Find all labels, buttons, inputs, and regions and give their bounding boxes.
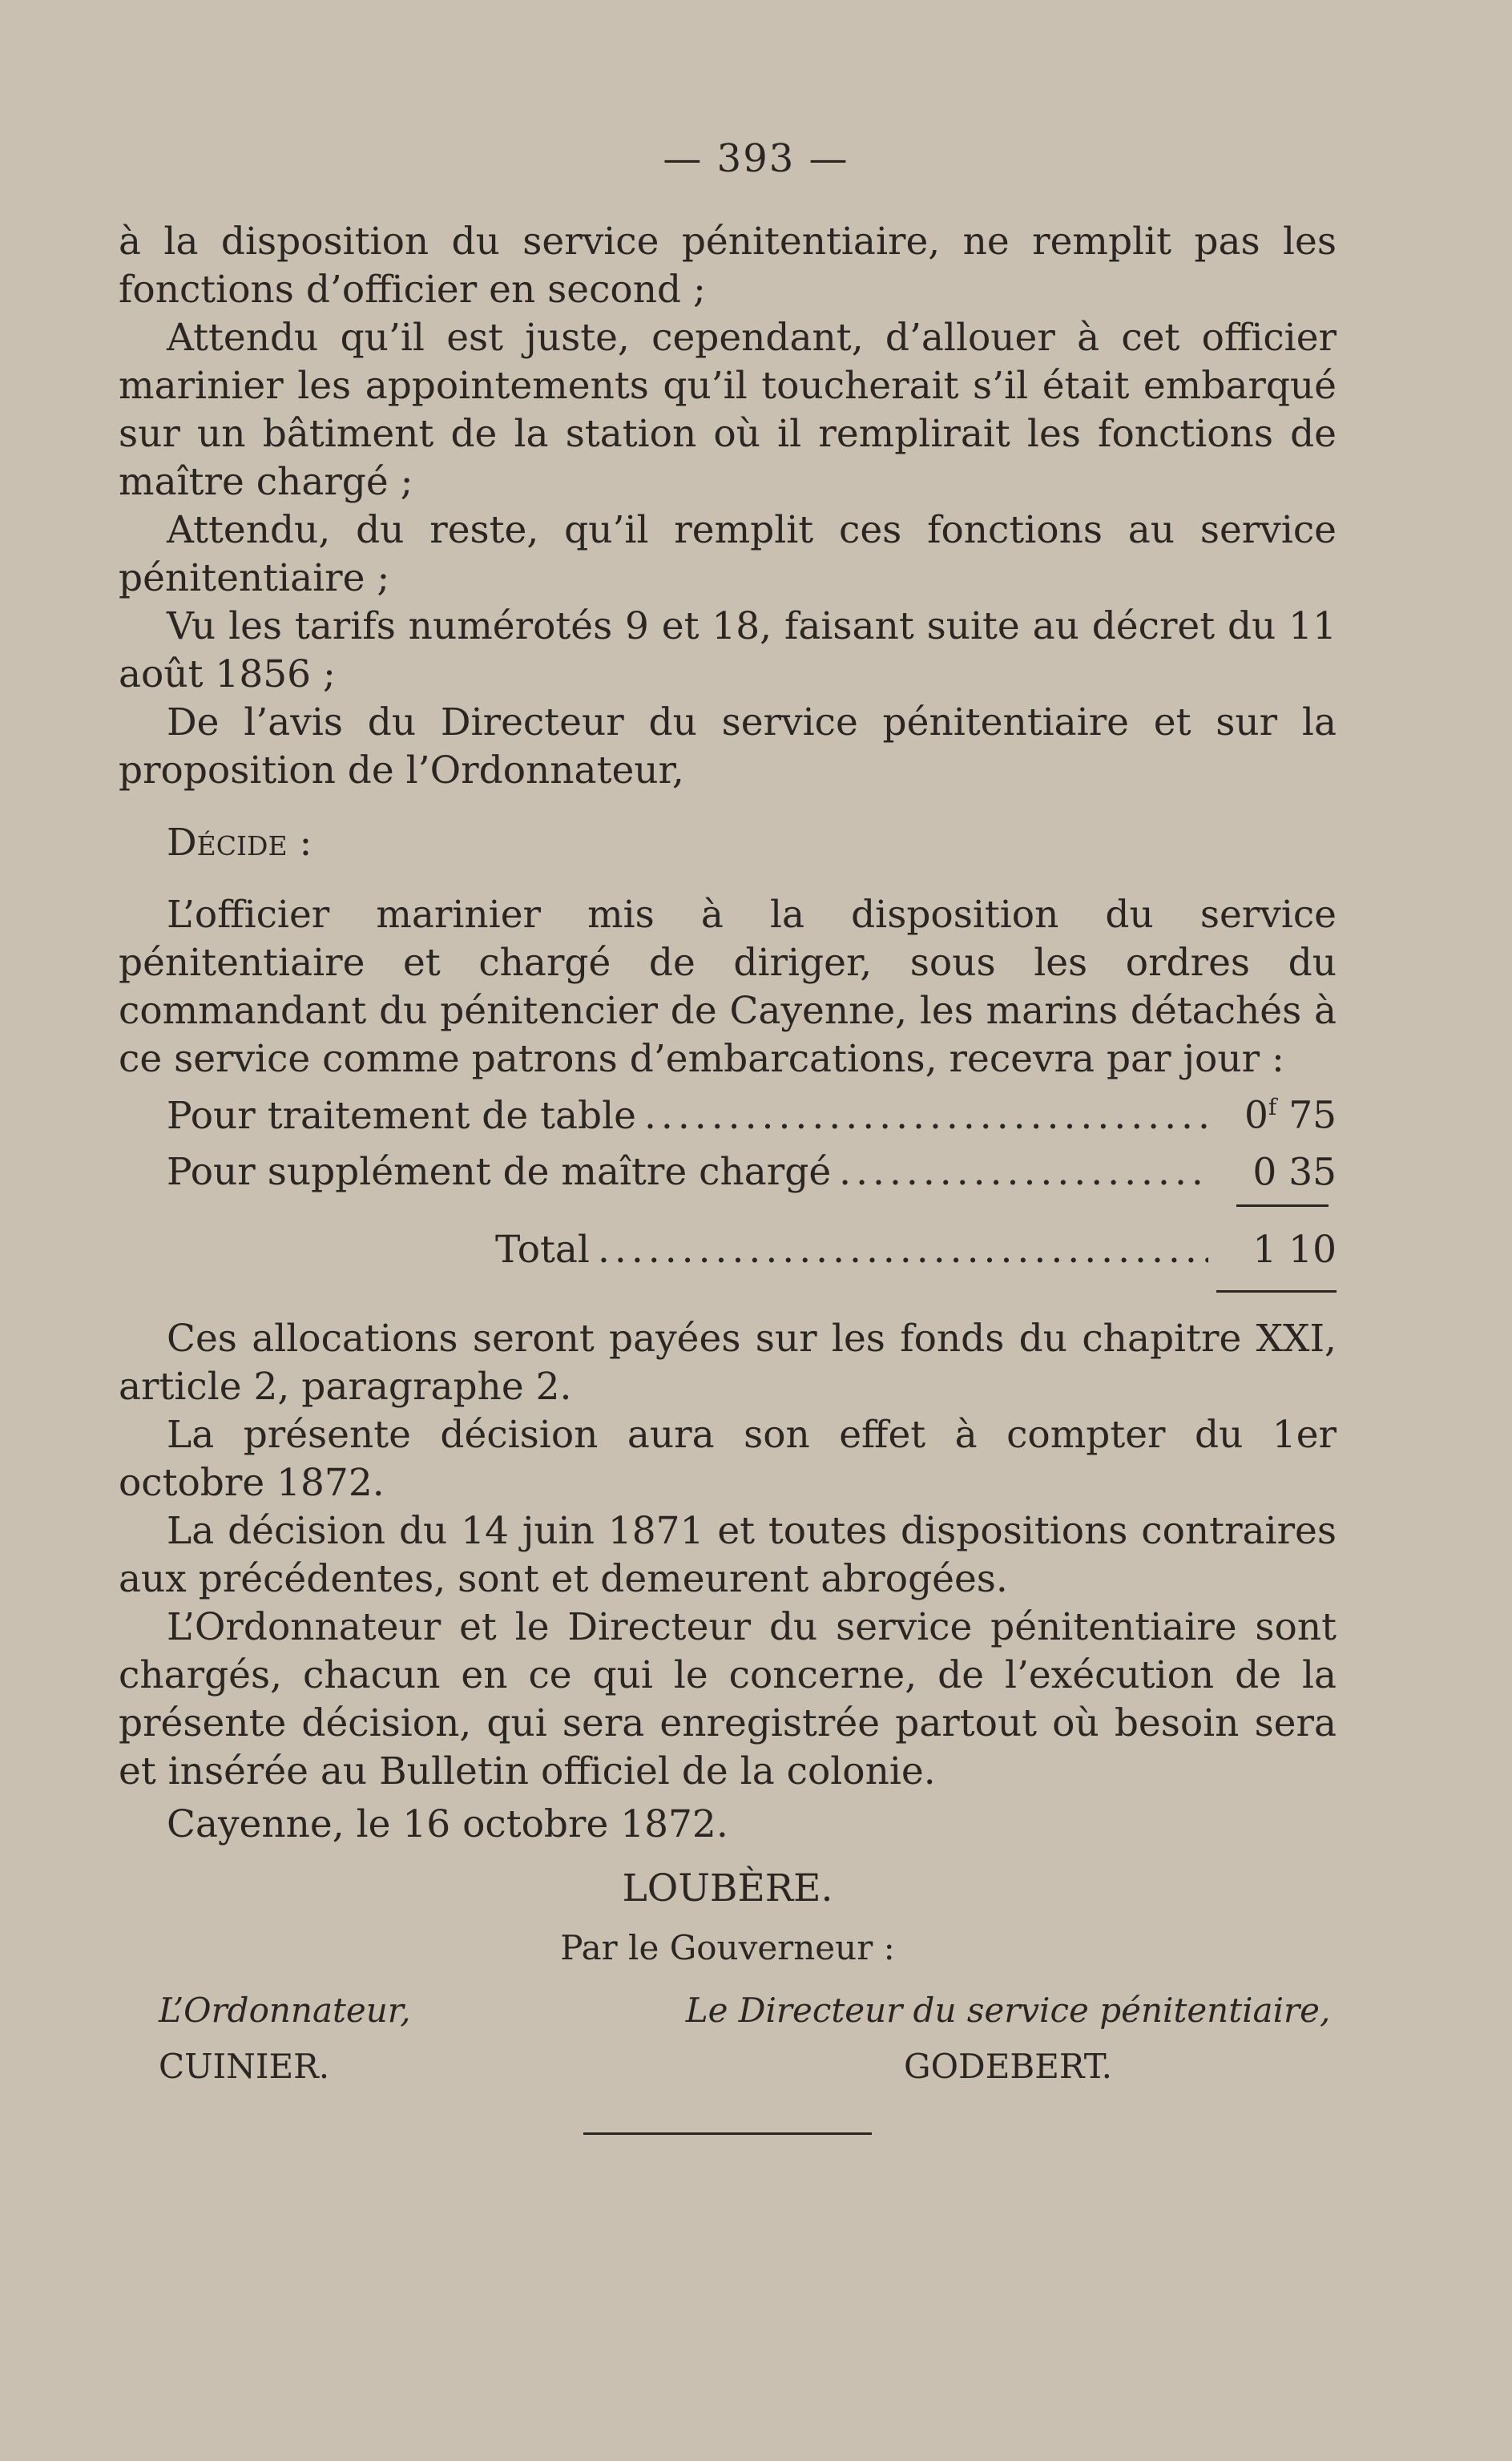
total-rule (1216, 1290, 1337, 1293)
paragraph-execution: L’Ordonnateur et le Directeur du service pénitentiaire sont chargés, chacun en ce qui le concerne, de l’exécution de la présente décision, qui sera enregistrée partout où besoin sera et insérée au Bulletin officiel de la colonie. (119, 1605, 1337, 1794)
dot-leader (644, 1092, 1208, 1140)
place-date: Cayenne, le 16 octobre 1872. (167, 1802, 728, 1847)
par-le-gouverneur: Par le Gouverneur : (560, 1928, 895, 1968)
allocation-label: Pour traitement de table (167, 1093, 636, 1138)
signers (119, 1987, 1337, 2091)
dot-leader (839, 1148, 1208, 1196)
sum-rule (1236, 1204, 1329, 1207)
allocation-row-supplement (119, 1140, 1337, 1197)
paragraph-continuation: à la disposition du service pénitentiaire, ne remplit pas les fonctions d’officier en second ; (119, 220, 1337, 312)
decision-text (119, 218, 1337, 2135)
paragraph-effect: La présente décision aura son effet à compter du 1er octobre 1872. (119, 1413, 1337, 1506)
paragraph-abrogation: La décision du 14 juin 1871 et toutes dispositions contraires aux précédentes, sont et demeurent abrogées. (119, 1509, 1337, 1602)
signer-directeur (679, 1987, 1337, 2091)
governor-signature: LOUBÈRE. (622, 1866, 833, 1911)
paragraph-attendu-1: Attendu qu’il est juste, cependant, d’allouer à cet officier marinier les appointements qu’il toucherait s’il était embarqué sur un bâtiment de la station où il remplirait les fonctions de maître chargé ; (119, 316, 1337, 504)
allocation-value: 0$^f$ 75 (1244, 1093, 1337, 1138)
signer-ordonnateur (119, 1987, 447, 2091)
decide-heading: Décide : (167, 821, 312, 865)
signer-role: Le Directeur du service pénitentiaire, (685, 1991, 1331, 2031)
paragraph-attendu-2: Attendu, du reste, qu’il remplit ces fonctions au service pénitentiaire ; (119, 508, 1337, 600)
total-row (119, 1226, 1337, 1274)
allocation-label: Pour supplément de maître chargé (167, 1150, 832, 1195)
total-label: Total (495, 1228, 590, 1273)
signer-name: GODEBERT. (904, 2047, 1112, 2087)
total-value: 1 10 (1252, 1228, 1337, 1273)
paragraph-funds: Ces allocations seront payées sur les fonds du chapitre XXI, article 2, paragraphe 2. (119, 1317, 1337, 1410)
signer-name: CUINIER. (159, 2047, 330, 2087)
paragraph-order: L’officier marinier mis à la disposition du service pénitentiaire et chargé de diriger, sous les ordres du commandant du pénitencier de Cayenne, les marins détachés à ce service comme patrons d’embarcations, recevra par jour : (119, 893, 1337, 1081)
signer-role: L’Ordonnateur, (159, 1991, 411, 2031)
allocation-value: 0 35 (1252, 1150, 1337, 1195)
closing-rule (583, 2132, 872, 2135)
allocation-row-table (119, 1083, 1337, 1140)
paragraph-vu: Vu les tarifs numérotés 9 et 18, faisant suite au décret du 11 août 1856 ; (119, 604, 1337, 696)
dot-leader (598, 1226, 1208, 1274)
page-number: — 393 — (663, 136, 849, 181)
paragraph-avis: De l’avis du Directeur du service pénitentiaire et sur la proposition de l’Ordonnateur, (119, 700, 1337, 793)
